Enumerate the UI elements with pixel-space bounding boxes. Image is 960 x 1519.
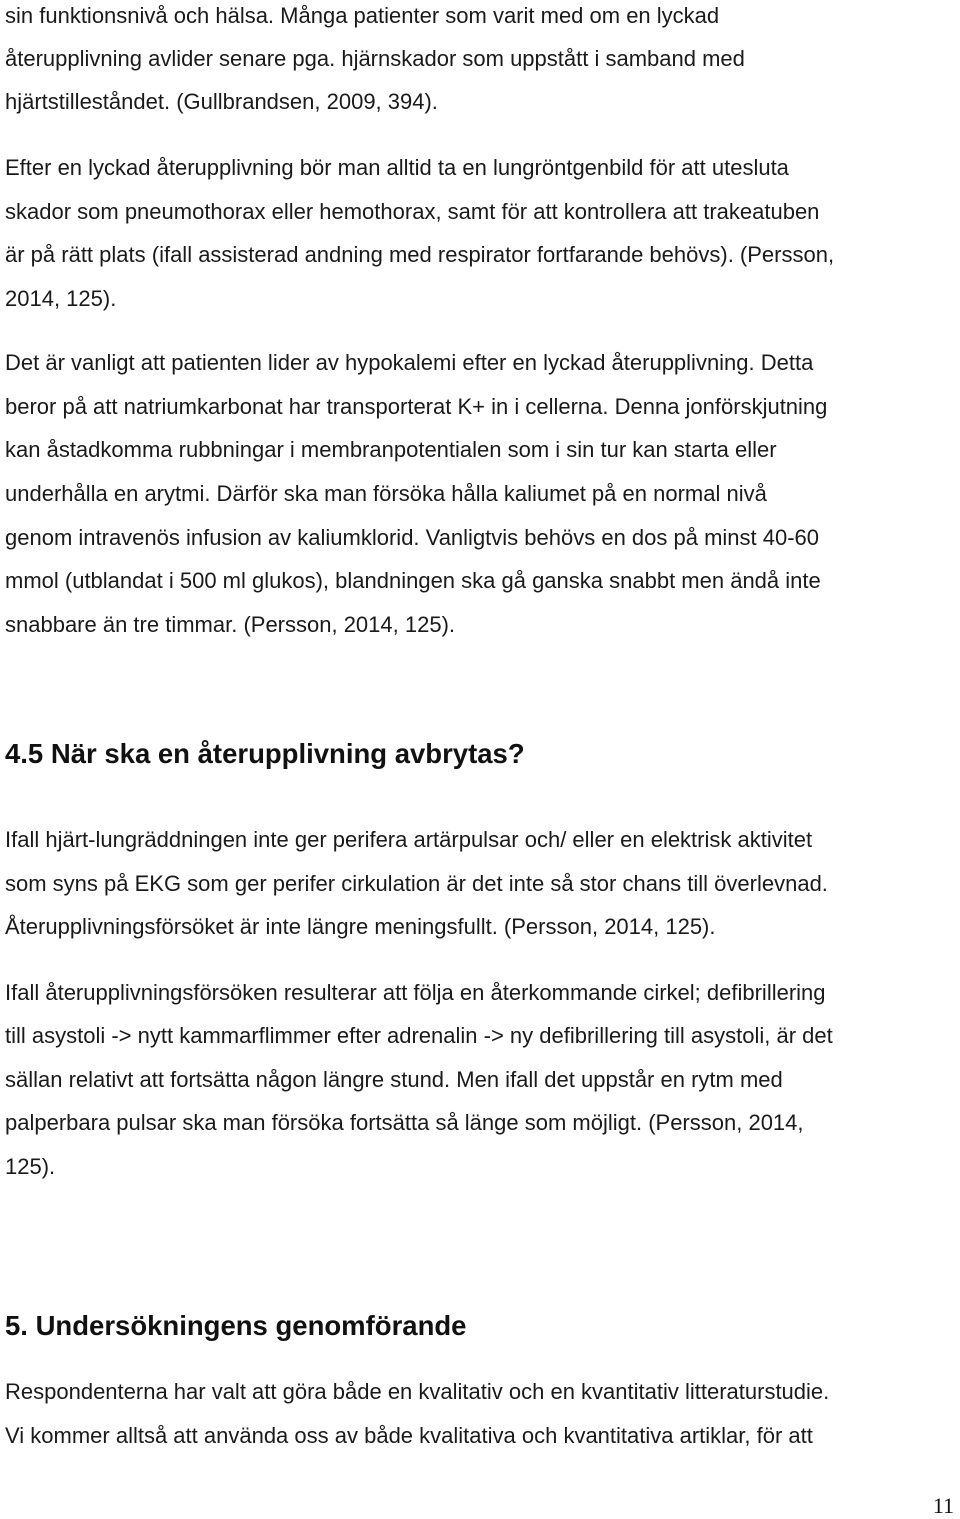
section-4-5-paragraph-2-line-3: sällan relativt att fortsätta någon längre stund. Men ifall det uppstår en rytm med: [5, 1067, 783, 1092]
section-4-5-heading: 4.5 När ska en återupplivning avbrytas?: [5, 738, 525, 769]
paragraph-3-line-5: genom intravenös infusion av kaliumklorid. Vanligtvis behövs en dos på minst 40-60: [5, 525, 820, 550]
paragraph-1-line-1: sin funktionsnivå och hälsa. Många patienter som varit med om en lyckad: [5, 3, 720, 28]
paragraph-3-line-6: mmol (utblandat i 500 ml glukos), blandningen ska gå ganska snabbt men ändå inte: [5, 568, 821, 593]
section-4-5-paragraph-2-line-4: palperbara pulsar ska man försöka fortsätta så länge som möjligt. (Persson, 2014,: [5, 1110, 804, 1135]
page-number: 11: [932, 1493, 954, 1518]
section-5-heading: 5. Undersökningens genomförande: [5, 1310, 467, 1341]
paragraph-2-line-1: Efter en lyckad återupplivning bör man alltid ta en lungröntgenbild för att utesluta: [5, 155, 789, 180]
paragraph-2-line-3: är på rätt plats (ifall assisterad andning med respirator fortfarande behövs). (Persson,: [5, 242, 835, 267]
section-4-5-paragraph-1-line-2: som syns på EKG som ger perifer cirkulation är det inte så stor chans till överlevnad.: [5, 871, 828, 896]
paragraph-2-line-4: 2014, 125).: [5, 286, 117, 311]
paragraph-3-line-2: beror på att natriumkarbonat har transporterat K+ in i cellerna. Denna jonförskjutning: [5, 394, 828, 419]
paragraph-3-line-1: Det är vanligt att patienten lider av hypokalemi efter en lyckad återupplivning. Detta: [5, 350, 814, 375]
paragraph-3-line-3: kan åstadkomma rubbningar i membranpotentialen som i sin tur kan starta eller: [5, 437, 777, 462]
section-4-5-paragraph-2-line-2: till asystoli -> nytt kammarflimmer efter adrenalin -> ny defibrillering till asystoli, är det: [5, 1023, 833, 1048]
section-5-paragraph-1-line-1: Respondenterna har valt att göra både en kvalitativ och en kvantitativ litteraturstudie.: [5, 1379, 830, 1404]
paragraph-1-line-2: återupplivning avlider senare pga. hjärnskador som uppstått i samband med: [5, 46, 745, 71]
paragraph-2-line-2: skador som pneumothorax eller hemothorax, samt för att kontrollera att trakeatuben: [5, 199, 820, 224]
section-5-paragraph-1-line-2: Vi kommer alltså att använda oss av både kvalitativa och kvantitativa artiklar, för att: [5, 1423, 813, 1448]
paragraph-3-line-7: snabbare än tre timmar. (Persson, 2014, 125).: [5, 612, 456, 637]
paragraph-1-line-3: hjärtstilleståndet. (Gullbrandsen, 2009, 394).: [5, 89, 438, 114]
section-4-5-paragraph-1-line-3: Återupplivningsförsöket är inte längre meningsfullt. (Persson, 2014, 125).: [5, 914, 716, 939]
section-4-5-paragraph-1-line-1: Ifall hjärt-lungräddningen inte ger perifera artärpulsar och/ eller en elektrisk aktivitet: [5, 827, 813, 852]
section-4-5-paragraph-2-line-5: 125).: [5, 1154, 56, 1179]
paragraph-3-line-4: underhålla en arytmi. Därför ska man försöka hålla kaliumet på en normal nivå: [5, 481, 767, 506]
section-4-5-paragraph-2-line-1: Ifall återupplivningsförsöken resulterar att följa en återkommande cirkel; defibrillering: [5, 980, 826, 1005]
